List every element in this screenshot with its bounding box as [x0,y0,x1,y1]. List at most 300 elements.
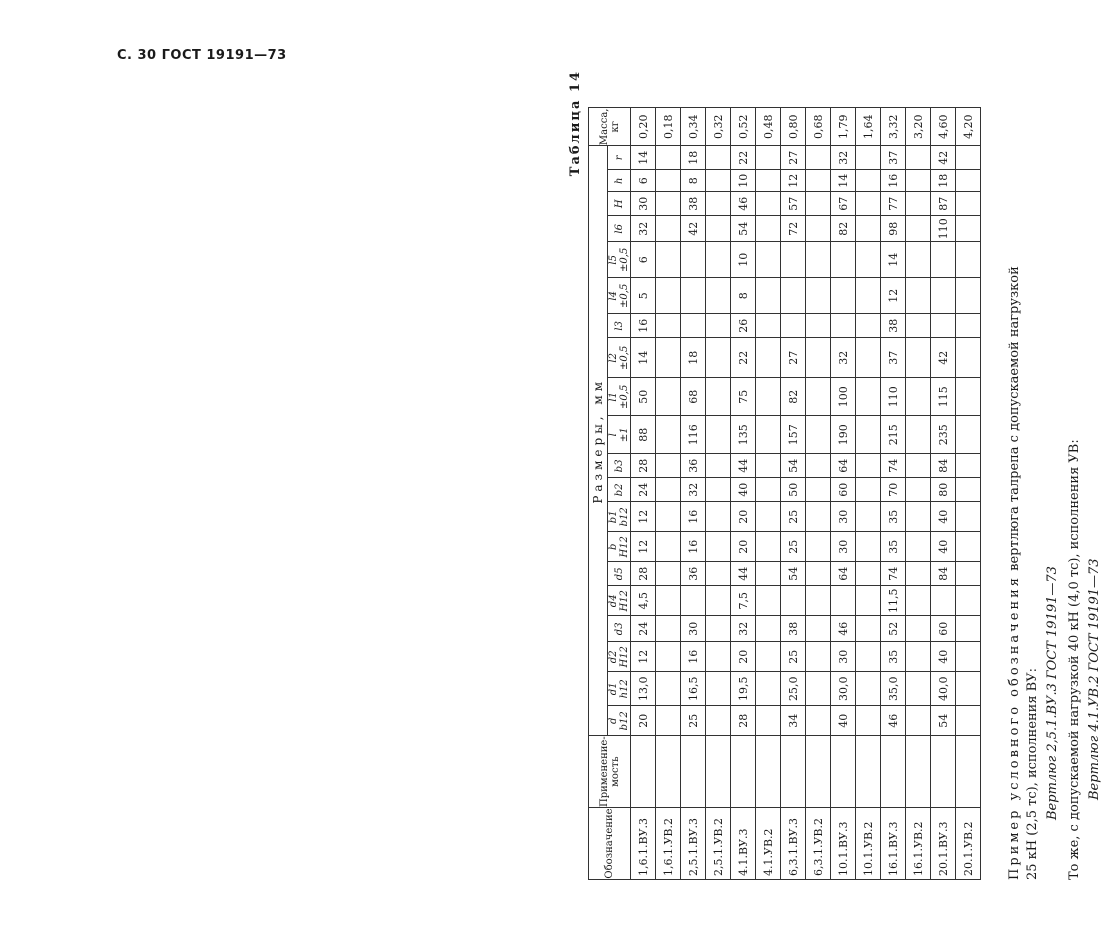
cell-l1: 110 [881,378,906,416]
cell-d3: 60 [931,616,956,642]
table-row [806,108,831,880]
cell-app [681,736,706,808]
col-designation: Обозначение [589,808,631,880]
col-group-dimensions: Размеры, мм [589,146,608,736]
cell-b3: 44 [731,454,756,478]
cell-d2 [706,642,731,672]
cell-H: 30 [631,192,656,216]
cell-l1 [756,378,781,416]
cell-b3 [756,454,781,478]
cell-l5: 10 [731,242,756,278]
cell-l: 135 [731,416,756,454]
cell-b1: 35 [881,502,906,532]
cell-l2 [656,338,681,378]
cell-l: 190 [831,416,856,454]
cell-d4: 11,5 [881,586,906,616]
cell-b2: 70 [881,478,906,502]
cell-l5 [906,242,931,278]
cell-app [631,736,656,808]
cell-b: 35 [881,532,906,562]
cell-h [656,170,681,192]
cell-d2 [906,642,931,672]
cell-H [906,192,931,216]
cell-d: 25 [681,706,706,736]
cell-l6 [656,216,681,242]
cell-b3: 84 [931,454,956,478]
cell-r: 27 [781,146,806,170]
cell-l4 [906,278,931,314]
cell-d3: 46 [831,616,856,642]
cell-mass: 4,60 [931,108,956,146]
cell-b [956,532,981,562]
cell-b1: 25 [781,502,806,532]
cell-r: 18 [681,146,706,170]
cell-d3 [956,616,981,642]
cell-l4 [706,278,731,314]
cell-b1 [956,502,981,532]
cell-b3 [906,454,931,478]
cell-b1 [806,502,831,532]
cell-b2 [756,478,781,502]
cell-d [956,706,981,736]
cell-l2: 37 [881,338,906,378]
col-l2: l2 ±0,5 [608,338,631,378]
cell-l1 [956,378,981,416]
cell-b: 40 [931,532,956,562]
col-b: b H12 [608,532,631,562]
example-designation-2: Вертлюг 4.1.УВ.2 ГОСТ 19191—73 [1087,558,1102,800]
cell-b2 [956,478,981,502]
cell-d2 [656,642,681,672]
cell-mass: 1,64 [856,108,881,146]
cell-app [906,736,931,808]
cell-l: 116 [681,416,706,454]
cell-mass: 0,34 [681,108,706,146]
cell-l: 88 [631,416,656,454]
cell-b2: 80 [931,478,956,502]
cell-l1: 115 [931,378,956,416]
cell-d2: 16 [681,642,706,672]
cell-mass: 0,32 [706,108,731,146]
cell-d [706,706,731,736]
cell-l2: 27 [781,338,806,378]
cell-l5 [806,242,831,278]
cell-b [806,532,831,562]
cell-d2 [756,642,781,672]
cell-l3 [931,314,956,338]
cell-l5 [956,242,981,278]
cell-d5 [706,562,731,586]
cell-l4 [831,278,856,314]
cell-des: 1,6.1.ВУ.3 [631,808,656,880]
cell-b [856,532,881,562]
cell-l1 [706,378,731,416]
cell-H: 46 [731,192,756,216]
cell-l3 [656,314,681,338]
cell-mass: 0,20 [631,108,656,146]
cell-d4 [781,586,806,616]
cell-d4 [856,586,881,616]
cell-l6: 82 [831,216,856,242]
cell-d5: 84 [931,562,956,586]
cell-b: 20 [731,532,756,562]
cell-b1 [756,502,781,532]
cell-l: 215 [881,416,906,454]
cell-l [656,416,681,454]
cell-b [706,532,731,562]
col-l4: l4 ±0,5 [608,278,631,314]
example-load: 25 кН (2,5 тс), исполнения ВУ: [1025,668,1040,880]
cell-h [706,170,731,192]
cell-r: 22 [731,146,756,170]
cell-d5: 54 [781,562,806,586]
table-row [756,108,781,880]
col-l: l ±1 [608,416,631,454]
cell-b1 [706,502,731,532]
cell-b3 [956,454,981,478]
cell-l2: 42 [931,338,956,378]
table-row [881,108,906,880]
cell-mass: 1,79 [831,108,856,146]
cell-d5 [956,562,981,586]
cell-l4 [931,278,956,314]
cell-l1 [856,378,881,416]
cell-l6 [906,216,931,242]
cell-mass: 0,52 [731,108,756,146]
cell-l5 [831,242,856,278]
cell-d5 [756,562,781,586]
table-label: Таблица 14 [568,70,583,177]
cell-d1: 35,0 [881,672,906,706]
cell-mass: 3,20 [906,108,931,146]
cell-l: 235 [931,416,956,454]
cell-d5 [656,562,681,586]
col-h: h [608,170,631,192]
cell-d3 [806,616,831,642]
cell-app [656,736,681,808]
cell-l6 [806,216,831,242]
cell-b3 [856,454,881,478]
cell-l5: 6 [631,242,656,278]
cell-b: 16 [681,532,706,562]
cell-H [706,192,731,216]
cell-d2 [956,642,981,672]
cell-l [906,416,931,454]
cell-h: 12 [781,170,806,192]
cell-l1 [656,378,681,416]
cell-H: 67 [831,192,856,216]
cell-d: 40 [831,706,856,736]
cell-b2 [856,478,881,502]
cell-des: 1,6.1.УВ.2 [656,808,681,880]
cell-d5: 28 [631,562,656,586]
table-row [831,108,856,880]
cell-d3 [756,616,781,642]
cell-b: 30 [831,532,856,562]
rotated-content [566,70,1106,880]
cell-b2 [806,478,831,502]
cell-d3 [656,616,681,642]
cell-l5 [856,242,881,278]
cell-b1 [856,502,881,532]
cell-b2: 32 [681,478,706,502]
cell-des: 20.1.УВ.2 [956,808,981,880]
cell-d [756,706,781,736]
cell-l3 [781,314,806,338]
cell-l [756,416,781,454]
cell-d1: 16,5 [681,672,706,706]
cell-des: 20.1.ВУ.3 [931,808,956,880]
cell-d3: 32 [731,616,756,642]
cell-h: 6 [631,170,656,192]
cell-H: 38 [681,192,706,216]
cell-d2: 40 [931,642,956,672]
cell-l3: 26 [731,314,756,338]
cell-h: 18 [931,170,956,192]
cell-app [731,736,756,808]
cell-d4 [931,586,956,616]
col-d4: d4 H12 [608,586,631,616]
cell-d [656,706,681,736]
cell-des: 10.1.УВ.2 [856,808,881,880]
cell-l6 [706,216,731,242]
cell-l: 157 [781,416,806,454]
cell-b2: 60 [831,478,856,502]
table-row [656,108,681,880]
cell-d5: 74 [881,562,906,586]
cell-d: 46 [881,706,906,736]
cell-H [856,192,881,216]
cell-l5 [706,242,731,278]
cell-l1: 100 [831,378,856,416]
cell-h: 16 [881,170,906,192]
cell-l1: 50 [631,378,656,416]
cell-b1 [906,502,931,532]
cell-b3 [706,454,731,478]
cell-b1: 12 [631,502,656,532]
col-l5: l5 ±0,5 [608,242,631,278]
cell-l3 [856,314,881,338]
cell-r: 37 [881,146,906,170]
cell-l [806,416,831,454]
cell-d4 [756,586,781,616]
col-b3: b3 [608,454,631,478]
cell-d2: 35 [881,642,906,672]
cell-l1: 82 [781,378,806,416]
cell-l4 [806,278,831,314]
cell-des: 4.1.УВ.2 [756,808,781,880]
cell-l4 [756,278,781,314]
cell-mass: 4,20 [956,108,981,146]
cell-d1 [806,672,831,706]
cell-app [881,736,906,808]
cell-app [856,736,881,808]
cell-r: 14 [631,146,656,170]
cell-l2 [956,338,981,378]
cell-d: 34 [781,706,806,736]
cell-d [906,706,931,736]
cell-l5: 14 [881,242,906,278]
cell-d4 [706,586,731,616]
cell-d: 54 [931,706,956,736]
cell-d2: 20 [731,642,756,672]
cell-d2: 12 [631,642,656,672]
col-r: r [608,146,631,170]
cell-b: 12 [631,532,656,562]
cell-H [956,192,981,216]
cell-des: 16.1.ВУ.3 [881,808,906,880]
col-l6: l6 [608,216,631,242]
cell-r: 42 [931,146,956,170]
cell-l [706,416,731,454]
table-row [681,108,706,880]
cell-app [781,736,806,808]
cell-l6: 72 [781,216,806,242]
cell-b3 [656,454,681,478]
cell-d4 [831,586,856,616]
cell-d5 [856,562,881,586]
cell-r [806,146,831,170]
cell-r [856,146,881,170]
cell-d3: 24 [631,616,656,642]
col-d: d b12 [608,706,631,736]
cell-l3: 16 [631,314,656,338]
cell-b3 [806,454,831,478]
col-b1: b1 b12 [608,502,631,532]
cell-h [956,170,981,192]
cell-d3 [856,616,881,642]
cell-l6 [856,216,881,242]
cell-des: 6,3.1.УВ.2 [806,808,831,880]
cell-mass: 0,48 [756,108,781,146]
cell-H: 57 [781,192,806,216]
col-d5: d5 [608,562,631,586]
cell-b [906,532,931,562]
cell-l3 [906,314,931,338]
cell-b1: 40 [931,502,956,532]
cell-l6 [956,216,981,242]
cell-l6: 42 [681,216,706,242]
cell-d2 [856,642,881,672]
cell-l1 [906,378,931,416]
col-d2: d2 H12 [608,642,631,672]
cell-d5: 64 [831,562,856,586]
cell-b: 25 [781,532,806,562]
cell-l4: 5 [631,278,656,314]
table-row [706,108,731,880]
cell-des: 2,5.1.УВ.2 [706,808,731,880]
cell-l5 [681,242,706,278]
dimensions-table [588,107,981,880]
cell-l3 [831,314,856,338]
cell-l2 [756,338,781,378]
col-d1: d1 h12 [608,672,631,706]
cell-b [656,532,681,562]
cell-l4: 12 [881,278,906,314]
cell-h [756,170,781,192]
cell-d1: 40,0 [931,672,956,706]
table-row [631,108,656,880]
cell-l2 [856,338,881,378]
cell-mass: 0,80 [781,108,806,146]
cell-d1 [856,672,881,706]
cell-app [806,736,831,808]
cell-d1 [656,672,681,706]
cell-l4 [856,278,881,314]
cell-des: 4.1.ВУ.3 [731,808,756,880]
col-l1: l1 ±0,5 [608,378,631,416]
example-intro: Пример условного обозначения вертлюга талрепа с допускаемой нагрузкой [1007,266,1022,880]
cell-l1: 75 [731,378,756,416]
cell-r [906,146,931,170]
table-row [856,108,881,880]
cell-b1: 16 [681,502,706,532]
cell-d1: 25,0 [781,672,806,706]
cell-l6: 32 [631,216,656,242]
cell-h: 14 [831,170,856,192]
table-row [931,108,956,880]
col-d3: d3 [608,616,631,642]
cell-d4 [681,586,706,616]
cell-l3: 38 [881,314,906,338]
cell-l3 [806,314,831,338]
cell-d [856,706,881,736]
cell-l [956,416,981,454]
cell-app [706,736,731,808]
cell-d3 [706,616,731,642]
cell-h: 8 [681,170,706,192]
cell-d1: 30,0 [831,672,856,706]
cell-l4: 8 [731,278,756,314]
table-row [731,108,756,880]
table-body [631,108,981,880]
cell-l5 [931,242,956,278]
cell-l1 [806,378,831,416]
table-row [956,108,981,880]
cell-d4: 7,5 [731,586,756,616]
cell-d [806,706,831,736]
cell-b1 [656,502,681,532]
cell-d2: 25 [781,642,806,672]
cell-l2: 14 [631,338,656,378]
cell-r [956,146,981,170]
cell-l4 [956,278,981,314]
cell-d: 20 [631,706,656,736]
cell-app [831,736,856,808]
cell-h [856,170,881,192]
cell-l1: 68 [681,378,706,416]
cell-H: 77 [881,192,906,216]
cell-d4 [806,586,831,616]
cell-d3: 30 [681,616,706,642]
cell-l2 [706,338,731,378]
col-applicability: Применение-мость [589,736,631,808]
cell-l6: 98 [881,216,906,242]
cell-l2: 22 [731,338,756,378]
cell-d4 [656,586,681,616]
col-l3: l3 [608,314,631,338]
cell-h [906,170,931,192]
cell-d2: 30 [831,642,856,672]
cell-l2: 18 [681,338,706,378]
cell-d5 [806,562,831,586]
cell-r [656,146,681,170]
cell-des: 10.1.ВУ.3 [831,808,856,880]
cell-d5: 44 [731,562,756,586]
example-designation-1: Вертлюг 2,5.1.ВУ.3 ГОСТ 19191—73 [1045,566,1060,820]
table-row [781,108,806,880]
cell-l4 [781,278,806,314]
